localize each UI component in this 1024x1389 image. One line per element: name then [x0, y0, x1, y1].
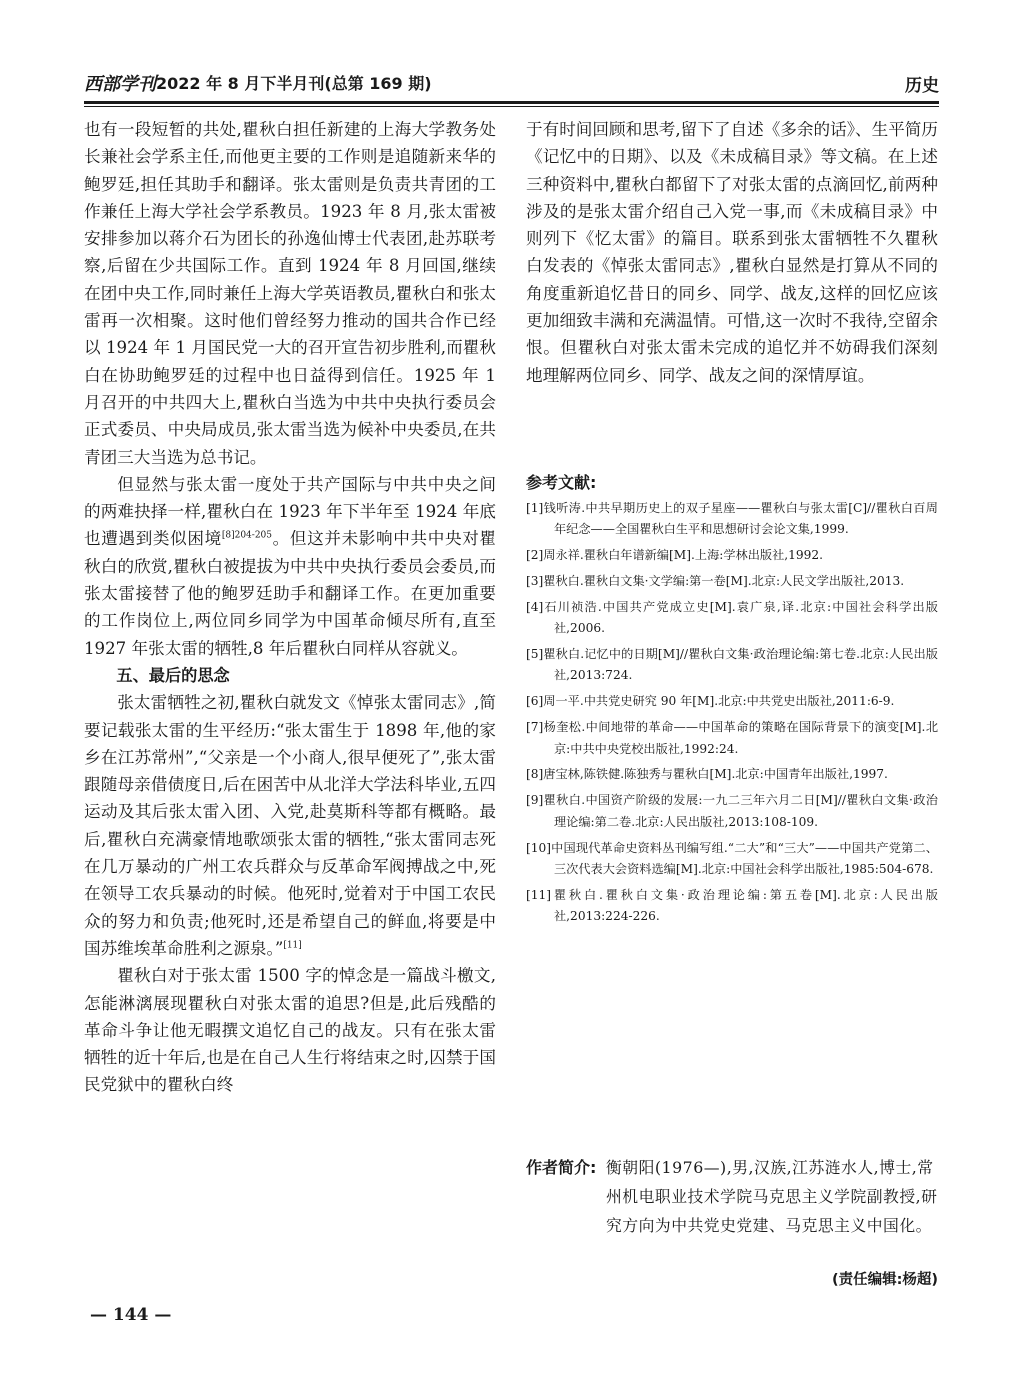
reference-item: [8]唐宝林,陈铁健.陈独秀与瞿秋白[M].北京:中国青年出版社,1997. — [526, 767, 888, 782]
author-bio: 衡朝阳(1976—),男,汉族,江苏涟水人,博士,常州机电职业技术学院马克思主义学院副教授,研究方向为中共党史党建、马克思主义中国化。 — [606, 1158, 938, 1235]
paragraph-text: 。但这并未影响中共中央对瞿秋白的欣赏,瞿秋白被提拔为中共中央执行委员会委员,而张太雷接替了他的鲍罗廷助手和翻译工作。在更加重要的工作岗位上,两位同乡同学为中国革命倾尽所有,直至 1927 年张太雷的牺牲,8 年后瞿秋白同样从容就义。 — [84, 529, 497, 658]
page-number: — 144 — — [90, 1305, 172, 1325]
citation: [11] — [283, 940, 302, 951]
reference-item: [9]瞿秋白.中国资产阶级的发展:一九二三年六月二日[M]//瞿秋白文集·政治理论编:第二卷.北京:人民出版社,2013:108-109. — [526, 793, 938, 829]
reference-item: [11]瞿秋白.瞿秋白文集·政治理论编:第五卷[M].北京:人民出版社,2013:224-226. — [526, 887, 938, 923]
reference-item: [7]杨奎松.中间地带的革命——中国革命的策略在国际背景下的演变[M].北京:中共中央党校出版社,1992:24. — [526, 720, 938, 756]
paragraph — [84, 471, 496, 662]
header-rule — [84, 101, 939, 104]
reference-item: [10]中国现代革命史资料丛刊编写组.“二大”和“三大”——中国共产党第二、三次代表大会资料选编[M].北京:中国社会科学出版社,1985:504-678. — [526, 840, 938, 876]
page-header — [84, 70, 939, 100]
reference-item: [1]钱听涛.中共早期历史上的双子星座——瞿秋白与张太雷[C]//瞿秋白百周年纪念——全国瞿秋白生平和思想研讨会论文集,1999. — [526, 501, 938, 537]
author-label: 作者简介: — [526, 1158, 597, 1177]
paragraph-text: 但显然与张太雷一度处于共产国际与中共中央之间的两难抉择一样,瞿秋白在 1923 年下半年至 1924 年底也遭遇到类似困境 — [84, 474, 496, 549]
paragraph: 也有一段短暂的共处,瞿秋白担任新建的上海大学教务处长兼社会学系主任,而他更主要的工作则是追随新来华的鲍罗廷,担任其助手和翻译。张太雷则是负责共青团的工作兼任上海大学社会学系教员。1923 年 8 月,张太雷被安排参加以蒋介石为团长的孙逸仙博士代表团,赴苏联考察,后留在少共国际工作。直到 1924 年 8 月回国,继续在团中央工作,同时兼任上海大学英语教员,瞿秋白和张太雷再一次相聚。这时他们曾经努力推动的国共合作已经以 1924 年 1 月国民党一大的召开宣告初步胜利,而瞿秋白在协助鲍罗廷的过程中也日益得到信任。1925 年 1 月召开的中共四大上,瞿秋白当选为中共中央执行委员会正式委员、中央局成员,张太雷当选为候补中央委员,在共青团三大当选为总书记。 — [84, 120, 496, 467]
section-heading: 五、最后的思念 — [116, 665, 230, 685]
reference-item: [3]瞿秋白.瞿秋白文集·文学编:第一卷[M].北京:人民文学出版社,2013. — [526, 574, 905, 589]
paragraph: 于有时间回顾和思考,留下了自述《多余的话》、生平简历《记忆中的日期》、以及《未成稿目录》等文稿。在上述三种资料中,瞿秋白都留下了对张太雷的点滴回忆,前两种涉及的是张太雷介绍自己入党一事,而《未成稿目录》中则列下《忆太雷》的篇目。联系到张太雷牺牲不久瞿秋白发表的《悼张太雷同志》,瞿秋白显然是打算从不同的角度重新追忆昔日的同乡、同学、战友,这样的回忆应该更加细致丰满和充满温情。可惜,这一次时不我待,空留余恨。但瞿秋白对张太雷未完成的追忆并不妨碍我们深刻地理解两位同乡、同学、战友之间的深情厚谊。 — [526, 120, 938, 385]
reference-item: [2]周永祥.瞿秋白年谱新编[M].上海:学林出版社,1992. — [526, 548, 824, 563]
left-column — [84, 116, 496, 1099]
right-column — [526, 116, 938, 389]
section-name: 历史 — [905, 76, 939, 96]
responsible-editor: (责任编辑:杨超) — [831, 1272, 938, 1288]
paragraph: 瞿秋白对于张太雷 1500 字的悼念是一篇战斗檄文,怎能淋漓展现瞿秋白对张太雷的追思?但是,此后残酷的革命斗争让他无暇撰文追忆自己的战友。只有在张太雷牺牲的近十年后,也是在自己人生行将结束之时,囚禁于国民党狱中的瞿秋白终 — [84, 966, 496, 1095]
references-title: 参考文献: — [526, 473, 597, 492]
reference-item: [5]瞿秋白.记忆中的日期[M]//瞿秋白文集·政治理论编:第七卷.北京:人民出版社,2013:724. — [526, 647, 938, 683]
journal-logo: 西部学刊 — [84, 74, 156, 95]
journal-issue: 2022 年 8 月下半月刊(总第 169 期) — [156, 74, 432, 93]
references-list — [526, 498, 938, 932]
citation: [8]204-205 — [221, 530, 273, 541]
reference-item: [4]石川祯浩.中国共产党成立史[M].袁广泉,译.北京:中国社会科学出版社,2006. — [526, 599, 938, 636]
reference-item: [6]周一平.中共党史研究 90 年[M].北京:中共党史出版社,2011:6-9. — [526, 694, 895, 709]
paragraph — [84, 689, 496, 962]
paragraph-text: 张太雷牺牲之初,瞿秋白就发文《悼张太雷同志》,简要记载张太雷的生平经历:“张太雷生于 1898 年,他的家乡在江苏常州”,“父亲是一个小商人,很早便死了”,张太雷跟随母亲借债度日,后在困苦中从北洋大学法科毕业,五四运动及其后张太雷入团、入党,赴莫斯科等都有概略。最后,瞿秋白充满豪情地歌颂张太雷的牺牲,“张太雷同志死在几万暴动的广州工农兵群众与反革命军阀搏战之中,死在领导工农兵暴动的时候。他死时,觉着对于中国工农民众的努力和负责;他死时,还是希望自己的鲜血,将要是中国苏维埃革命胜利之源泉。” — [84, 693, 496, 958]
header-rule-thin — [84, 106, 939, 107]
